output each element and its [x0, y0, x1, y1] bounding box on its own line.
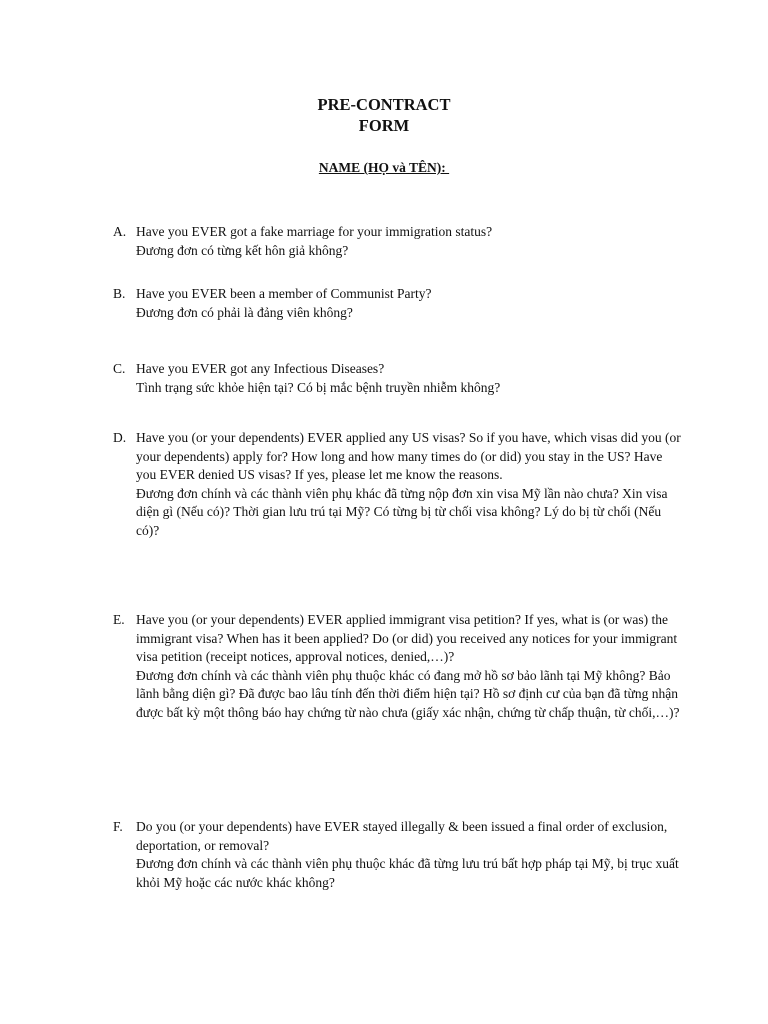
question-english: Have you (or your dependents) EVER applied any US visas? So if you have, which visas did you (or your dependents) apply for? How long and how many times do (or did) you stay in the US? Have you EVER denied US visas? If yes, please let me know the reasons. — [136, 430, 681, 483]
question-vietnamese: Đương đơn chính và các thành viên phụ thuộc khác đã từng lưu trú bất hợp pháp tại Mỹ, bị trục xuất khỏi Mỹ hoặc các nước khác không? — [136, 856, 679, 890]
question-a — [113, 223, 683, 260]
question-english: Do you (or your dependents) have EVER stayed illegally & been issued a final order of exclusion, deportation, or removal? — [136, 819, 668, 853]
question-letter: A. — [113, 224, 127, 239]
question-english: Have you (or your dependents) EVER applied immigrant visa petition? If yes, what is (or was) the immigrant visa? When has it been applied? Do (or did) you received any notices for your immigrant visa petition (receipt notices, approval notices, denied,…)? — [136, 612, 678, 665]
question-b — [113, 285, 683, 322]
form-title-line-2: FORM — [358, 116, 410, 135]
form-title-line-1: PRE-CONTRACT — [317, 95, 451, 114]
question-f — [113, 818, 683, 892]
question-vietnamese: Đương đơn chính và các thành viên phụ khác đã từng nộp đơn xin visa Mỹ lần nào chưa? Xin visa diện gì (Nếu có)? Thời gian lưu trú tại Mỹ? Có từng bị từ chối visa không? Lý do bị từ chối (Nếu có)? — [136, 485, 668, 538]
question-vietnamese: Đương đơn chính và các thành viên phụ thuộc khác có đang mở hồ sơ bảo lãnh tại Mỹ không? Bảo lãnh bằng diện gì? Đã được bao lâu tính đến thời điểm hiện tại? Hồ sơ định cư của bạn đã từng nhận được bất kỳ một thông báo hay chứng từ nào chưa (giấy xác nhận, chứng từ chấp thuận, từ chối,…)? — [136, 667, 680, 720]
question-vietnamese: Đương đơn có phải là đảng viên không? — [136, 304, 353, 320]
question-letter: E. — [113, 612, 125, 627]
question-c — [113, 360, 683, 397]
question-english: Have you EVER got a fake marriage for your immigration status? — [136, 224, 493, 239]
question-english: Have you EVER been a member of Communist Party? — [136, 286, 432, 301]
question-letter: F. — [113, 819, 123, 834]
question-letter: C. — [113, 361, 126, 376]
question-letter: B. — [113, 286, 126, 301]
question-english: Have you EVER got any Infectious Diseases? — [136, 361, 385, 376]
question-letter: D. — [113, 430, 127, 445]
question-vietnamese: Đương đơn có từng kết hôn giả không? — [136, 242, 349, 258]
form-title — [0, 94, 768, 136]
name-label-text: NAME (HỌ và TÊN): — [318, 160, 450, 175]
question-e — [113, 611, 683, 723]
name-field-label — [0, 159, 768, 177]
question-d — [113, 429, 683, 541]
question-vietnamese: Tình trạng sức khỏe hiện tại? Có bị mắc bệnh truyền nhiễm không? — [136, 379, 501, 395]
